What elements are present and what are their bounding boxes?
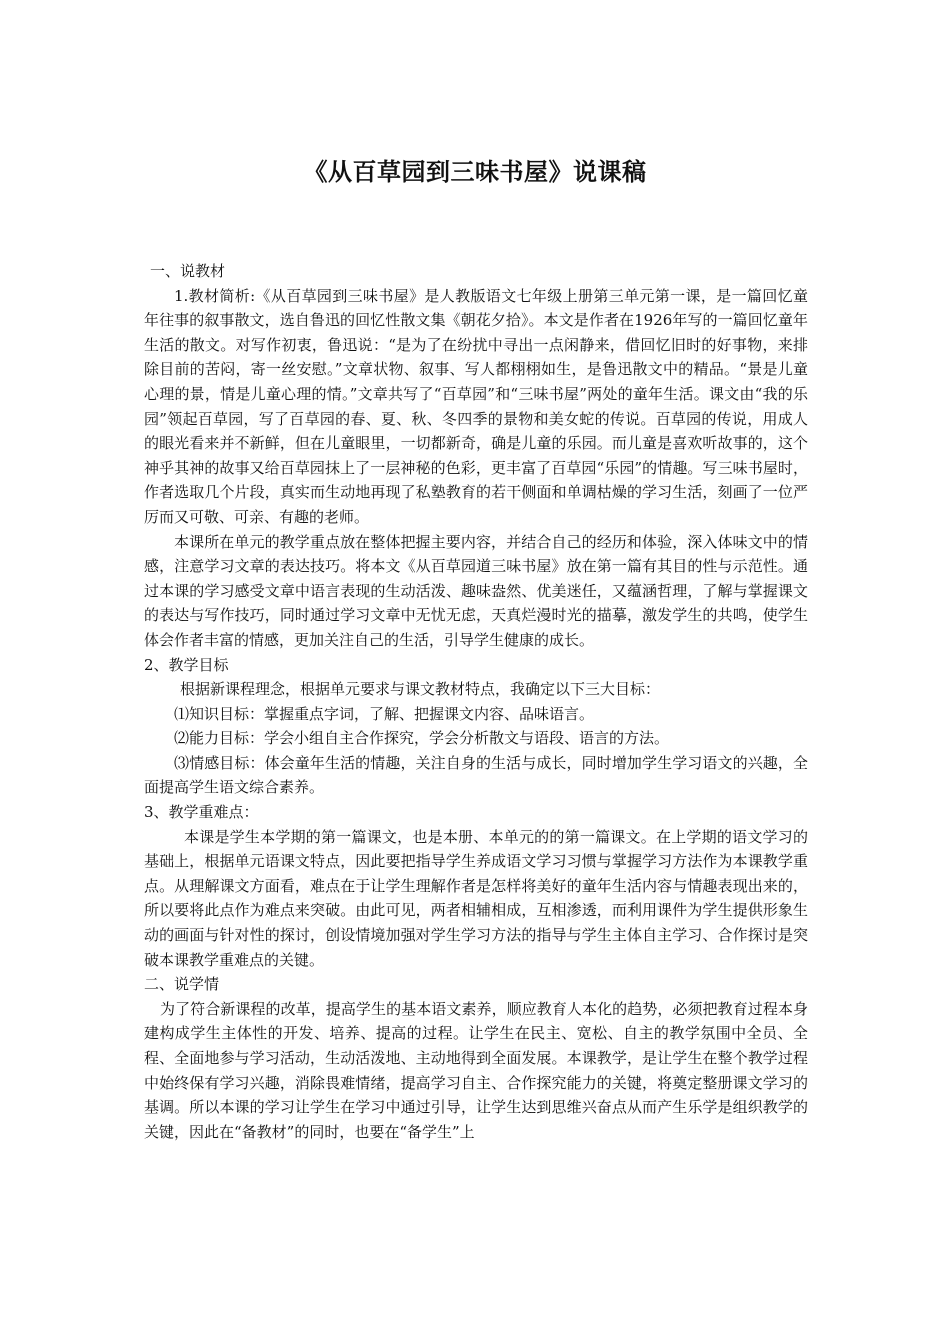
- goal-ability: ⑵能力目标：学会小组自主合作探究，学会分析散文与语段、语言的方法。: [174, 729, 670, 748]
- goals-intro: 根据新课程理念，根据单元要求与课文教材特点，我确定以下三大目标：: [180, 680, 661, 699]
- paragraph-textbook-analysis: 1.教材简析:《从百草园到三味书屋》是人教版语文七年级上册第三单元第一课，是一篇回忆童年往事的叙事散文，选自鲁迅的回忆性散文集《朝花夕拾》。本文是作者在1926年写的一篇回忆童年生活的散文。对写作初衷，鲁迅说：“是为了在纷扰中寻出一点闲静来，借回忆旧时的好事物，来排除目前的苦闷，寄一丝安慰。”文章状物、叙事、写人都栩栩如生，是鲁迅散文中的精品。“景是儿童心理的景，情是儿童心理的情。”文章共写了“百草园”和“三味书屋”两处的童年生活。课文由“我的乐园”领起百草园，写了百草园的春、夏、秋、冬四季的景物和美女蛇的传说。百草园的传说，用成人的眼光看来并不新鲜，但在儿童眼里，一切都新奇，确是儿童的乐园。而儿童是喜欢听故事的，这个神乎其神的故事又给百草园抹上了一层神秘的色彩，更丰富了百草园“乐园”的情趣。写三味书屋时，作者选取几个片段，真实而生动地再现了私塾教育的若干侧面和单调枯燥的学习生活，刻画了一位严厉而又可敬、可亲、有趣的老师。: [144, 286, 808, 526]
- goal-knowledge: ⑴知识目标：掌握重点字词，了解、把握课文内容、品味语言。: [174, 704, 595, 723]
- paragraph-student-analysis: 为了符合新课程的改革，提高学生的基本语文素养，顺应教育人本化的趋势，必须把教育过程本身建构成学生主体性的开发、培养、提高的过程。让学生在民主、宽松、自主的教学氛围中全员、全程、全面地参与学习活动，生动活泼地、主动地得到全面发展。本课教学，是让学生在整个教学过程中始终保有学习兴趣，消除畏难情绪，提高学习自主、合作探究能力的关键，将奠定整册课文学习的基调。所以本课的学习让学生在学习中通过引导，让学生达到思维兴奋点从而产生乐学是组织教学的关键，因此在“备教材”的同时，也要在“备学生”上: [144, 999, 808, 1141]
- paragraph-key-difficulties: 本课是学生本学期的第一篇课文，也是本册、本单元的的第一篇课文。在上学期的语文学习的基础上，根据单元语课文特点，因此要把指导学生养成语文学习习惯与掌握学习方法作为本课教学重点。从理解课文方面看，难点在于让学生理解作者是怎样将美好的童年生活内容与情趣表现出来的，所以要将此点作为难点来突破。由此可见，两者相辅相成，互相渗透，而利用课件为学生提供形象生动的画面与针对性的探讨，创设情境加强对学生学习方法的指导与学生主体自主学习、合作探讨是突破本课教学重难点的关键。: [144, 827, 808, 969]
- section-heading-key-difficulties: 3、教学重难点：: [144, 803, 259, 822]
- section-heading-teaching-goals: 2、教学目标: [144, 655, 229, 674]
- goal-emotion: ⑶情感目标：体会童年生活的情趣，关注自身的生活与成长，同时增加学生学习语文的兴趣，全面提高学生语文综合素养。: [144, 753, 808, 797]
- document-title: 《从百草园到三味书屋》说课稿: [303, 158, 647, 186]
- paragraph-unit-focus: 本课所在单元的教学重点放在整体把握主要内容，并结合自己的经历和体验，深入体味文中的情感，注意学习文章的表达技巧。将本文《从百草园道三味书屋》放在第一篇有其目的性与示范性。通过本课的学习感受文章中语言表现的生动活泼、趣味盎然、优美迷任，又蕴涵哲理，了解与掌握课文的表达与写作技巧，同时通过学习文章中无忧无虑，天真烂漫时光的描摹，激发学生的共鸣，使学生体会作者丰富的情感，更加关注自己的生活，引导学生健康的成长。: [144, 532, 808, 649]
- section-heading-student-analysis: 二、说学情: [144, 975, 220, 994]
- document-body: [144, 259, 808, 1144]
- section-heading-textbook: 一、说教材: [150, 262, 226, 280]
